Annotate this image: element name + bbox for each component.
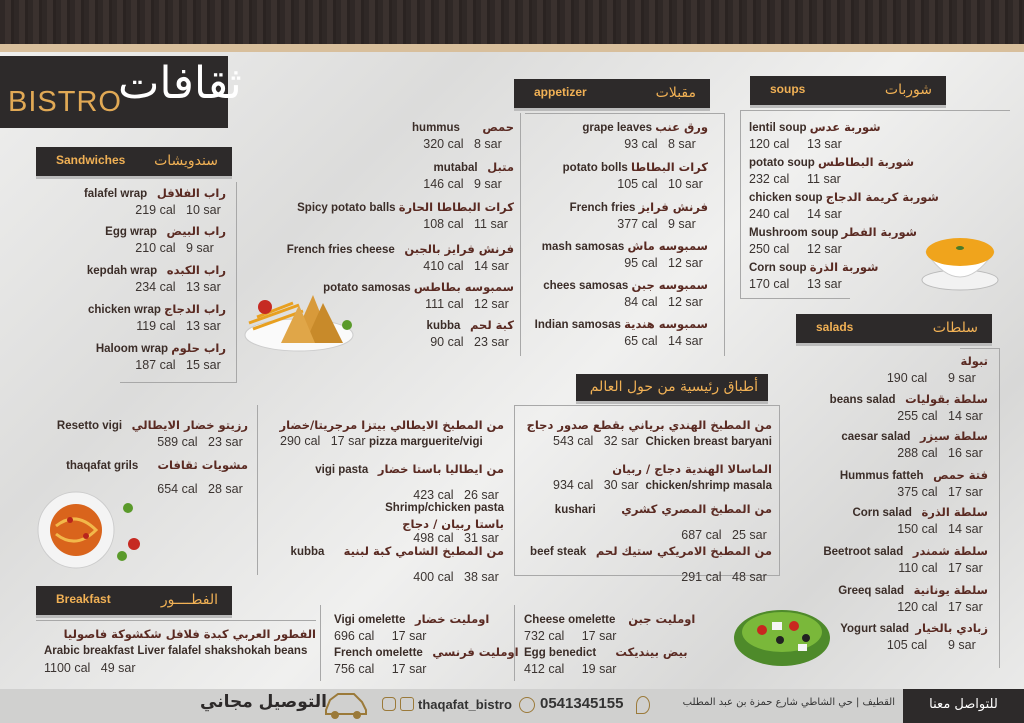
list-item: Yogurt salad زبادي بالخيار 105 cal 9 sar bbox=[840, 621, 988, 652]
phone-number[interactable]: 0541345155 bbox=[540, 695, 624, 712]
instagram-icon[interactable] bbox=[382, 697, 396, 711]
sandwiches-header bbox=[36, 147, 232, 179]
list-item: kubba كبة لحم 90 cal 23 sar bbox=[426, 318, 514, 349]
breakfast-list-b bbox=[334, 612, 519, 678]
list-item: beef steak من المطبخ الامريكي ستيك لحم 291 cal 48 sar bbox=[530, 544, 772, 584]
soup-bowl-icon bbox=[920, 222, 1000, 292]
divider bbox=[999, 348, 1000, 668]
appetizer-title-en: appetizer bbox=[534, 85, 587, 99]
list-item: Hummus fatteh فتة حمص 375 cal 17 sar bbox=[839, 468, 988, 499]
whatsapp-icon[interactable] bbox=[519, 697, 535, 713]
list-item: الماسالا الهندية دجاج / ربيان 934 cal 30 sar chicken/shrimp masala bbox=[553, 462, 772, 492]
pasta-plate-icon bbox=[36, 490, 146, 570]
divider bbox=[514, 605, 515, 681]
contact-label: للتواصل معنا bbox=[903, 689, 1024, 723]
address: القطيف | حي الشاطي شارع حمزة بن عبد المطلب bbox=[682, 697, 895, 708]
list-item: chicken wrap راب الدجاج 119 cal 13 sar bbox=[88, 302, 226, 333]
list-item: Cheese omelette اومليت جبن 732 cal 17 sar bbox=[524, 612, 696, 643]
divider bbox=[320, 605, 321, 681]
list-item: Spicy potato balls كرات البطاطا الحارة 108 cal 11 sar bbox=[297, 200, 514, 231]
sandwiches-title-ar: سندويشات bbox=[154, 153, 218, 169]
divider bbox=[960, 348, 1000, 349]
list-item: chees samosas سمبوسه جبن 84 cal 12 sar bbox=[543, 278, 708, 309]
list-item: grape leaves ورق عنب 93 cal 8 sar bbox=[582, 120, 708, 151]
mains-list-b bbox=[258, 418, 504, 584]
list-item: Indian samosas سمبوسه هندية 65 cal 14 sar bbox=[534, 317, 708, 348]
list-item: Mushroom soup شوربة الفطر 250 cal 12 sar bbox=[749, 225, 917, 256]
mains-title: أطباق رئيسية من حول العالم bbox=[589, 379, 758, 395]
list-item: kubba من المطبخ الشامي كبة لبنية 400 cal 38 sar bbox=[290, 544, 504, 584]
divider bbox=[740, 110, 741, 298]
list-item: hummus حمص 320 cal 8 sar bbox=[412, 120, 514, 151]
list-item: chicken soup شوربة كريمة الدجاج 240 cal 14 sar bbox=[749, 190, 939, 221]
list-item: من المطبخ الهندي برياني بقطع صدور دجاج 543 cal 32 sar Chicken breast baryani bbox=[526, 418, 772, 448]
breakfast-title-en: Breakfast bbox=[56, 592, 111, 606]
list-item: kepdah wrap راب الكبده 234 cal 13 sar bbox=[86, 263, 226, 294]
list-item: potato soup شوربة البطاطس 232 cal 11 sar bbox=[749, 155, 914, 186]
list-item: falafel wrap راب الفلافل 219 cal 10 sar bbox=[83, 186, 226, 217]
list-item: تبولة 190 cal 9 sar bbox=[886, 354, 988, 385]
list-item: Haloom wrap راب حلوم 187 cal 15 sar bbox=[95, 341, 226, 372]
list-item: mash samosas سمبوسه ماش 95 cal 12 sar bbox=[541, 239, 708, 270]
divider bbox=[779, 405, 780, 575]
divider bbox=[740, 298, 850, 299]
sandwiches-list bbox=[40, 186, 226, 380]
logo-arabic: ثقافات bbox=[118, 58, 242, 109]
mains-list-c bbox=[40, 418, 248, 498]
soups-title-en: soups bbox=[770, 82, 806, 96]
divider bbox=[525, 113, 725, 114]
salad-bowl-icon bbox=[732, 596, 832, 668]
list-item: Resetto vigi رزيتو خضار الايطالي 589 cal 23 sar bbox=[56, 418, 248, 449]
social-handle[interactable]: thaqafat_bistro bbox=[418, 697, 512, 712]
divider bbox=[740, 110, 1010, 111]
list-item: potato bolls كرات البطاطا 105 cal 10 sar bbox=[562, 160, 708, 191]
appetizer-list-a bbox=[520, 120, 708, 356]
list-item: Beetroot salad سلطة شمندر 110 cal 17 sar bbox=[823, 544, 988, 575]
breakfast-list-a bbox=[44, 627, 316, 675]
breakfast-header bbox=[36, 586, 232, 618]
soups-header bbox=[750, 76, 946, 108]
list-item: French omelette اومليت فرنسي 756 cal 17 sar bbox=[334, 645, 519, 676]
list-item: Egg wrap راب البيض 210 cal 9 sar bbox=[105, 224, 226, 255]
free-delivery: التوصيل مجاني bbox=[200, 692, 328, 712]
list-item: mutabal متبل 146 cal 9 sar bbox=[423, 160, 514, 191]
divider bbox=[514, 405, 780, 406]
divider bbox=[120, 382, 237, 383]
soups-title-ar: شوربات bbox=[884, 82, 932, 98]
breakfast-title-ar: الفطــــور bbox=[160, 592, 218, 608]
divider bbox=[36, 620, 316, 621]
list-item: French fries فرنش فرايز 377 cal 9 sar bbox=[569, 200, 708, 231]
list-item: caesar salad سلطة سيزر 288 cal 16 sar bbox=[841, 429, 988, 460]
list-item: vigi pasta من ايطاليا باستا خضار 423 cal 26 sar bbox=[315, 462, 504, 502]
list-item: potato samosas سمبوسه بطاطس 111 cal 12 sar bbox=[323, 280, 514, 311]
divider bbox=[236, 182, 237, 382]
list-item: الفطور العربي كبدة فلافل شكشوكة فاصوليا Arabic breakfast Liver falafel shakshokah beans 1100 cal 49 sar bbox=[44, 627, 316, 675]
facebook-icon[interactable] bbox=[400, 697, 414, 711]
list-item: thaqafat grils مشويات ثقافات 654 cal 28 sar bbox=[66, 458, 248, 496]
list-item: Corn salad سلطة الذرة 150 cal 14 sar bbox=[852, 505, 988, 536]
list-item: Shrimp/chicken pasta باستا ربيان / دجاج 498 cal 31 sar bbox=[385, 502, 504, 545]
salads-header bbox=[796, 314, 992, 346]
list-item: beans salad سلطة بقوليات 255 cal 14 sar bbox=[829, 392, 988, 423]
salads-title-en: salads bbox=[816, 320, 854, 334]
list-item: Vigi omelette اومليت خضار 696 cal 17 sar bbox=[334, 612, 490, 643]
top-accent-line bbox=[0, 44, 1024, 52]
breakfast-list-c bbox=[524, 612, 714, 678]
appetizer-header bbox=[514, 79, 710, 111]
top-wood-bar bbox=[0, 0, 1024, 44]
list-item: lentil soup شوربة عدس 120 cal 13 sar bbox=[749, 120, 881, 151]
list-item: Greeq salad سلطة يونانية 120 cal 17 sar bbox=[838, 583, 988, 614]
mains-list-a bbox=[510, 418, 772, 584]
car-icon bbox=[322, 690, 368, 720]
list-item: من المطبخ الايطالي بيتزا مرجريتا/خضار 290 cal 17 sar pizza marguerite/vigi bbox=[279, 418, 504, 448]
appetizer-title-ar: مقبلات bbox=[655, 85, 696, 101]
list-item: Corn soup شوربة الذرة 170 cal 13 sar bbox=[749, 260, 879, 291]
mains-header bbox=[576, 374, 768, 404]
logo-bistro: BISTRO bbox=[8, 86, 122, 118]
salads-title-ar: سلطات bbox=[932, 320, 978, 336]
location-pin-icon bbox=[636, 696, 650, 714]
logo bbox=[0, 56, 242, 128]
divider bbox=[724, 113, 725, 356]
list-item: French fries cheese فرنش فرايز بالجبن 410 cal 14 sar bbox=[286, 242, 514, 273]
list-item: kushari من المطبخ المصري كشري 687 cal 25 sar bbox=[554, 502, 772, 542]
list-item: Egg benedict بيض بينديكت 412 cal 19 sar bbox=[524, 645, 688, 676]
samosa-plate-icon bbox=[243, 285, 355, 355]
sandwiches-title-en: Sandwiches bbox=[56, 153, 126, 167]
